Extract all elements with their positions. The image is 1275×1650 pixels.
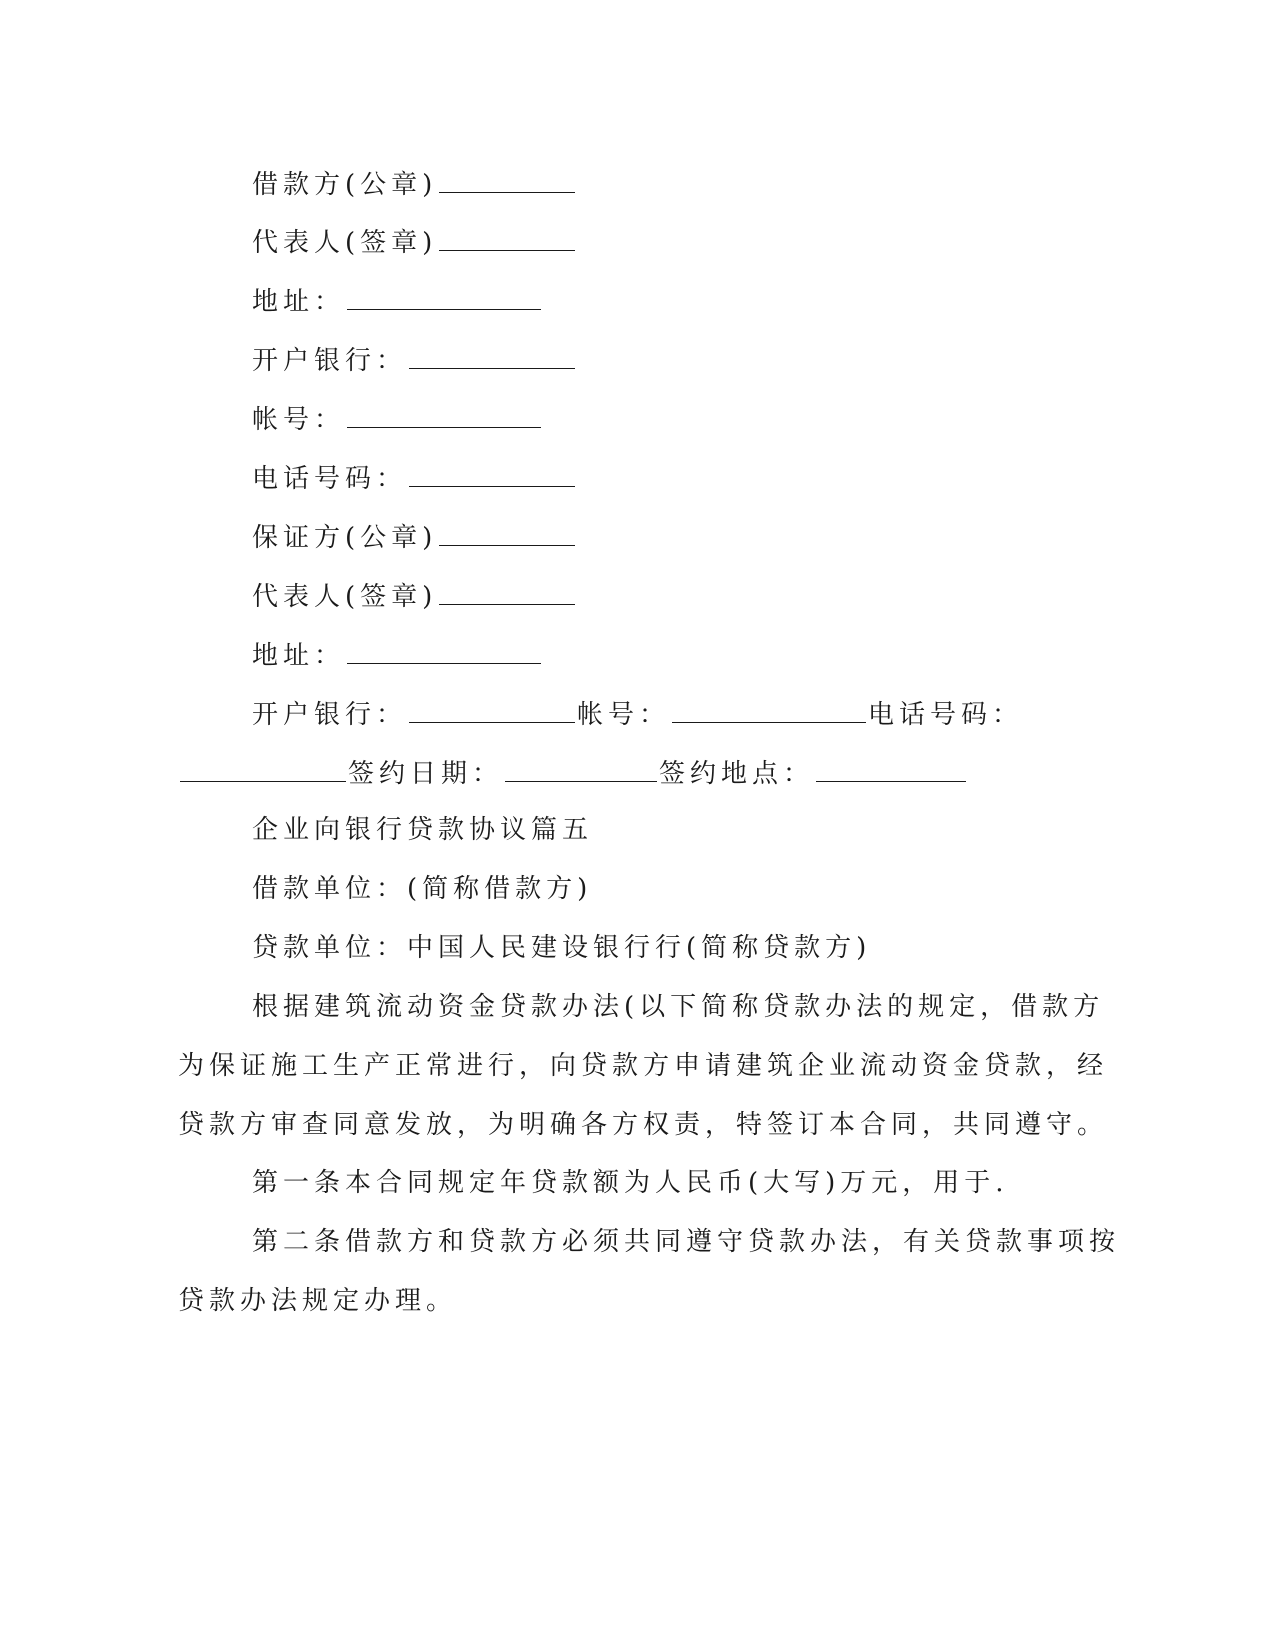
borrower-phone-label: 电话号码： xyxy=(252,464,408,494)
article-2-line: 第二条借款方和贷款方必须共同遵守贷款办法，有关贷款事项按 xyxy=(252,1227,1121,1257)
borrower-seal-label: 借款方(公章) xyxy=(252,170,438,200)
article-2-line: 贷款办法规定办理。 xyxy=(178,1286,458,1316)
blank-field xyxy=(439,578,575,605)
signing-info-line xyxy=(178,755,968,791)
blank-field xyxy=(439,519,575,546)
sign-place-label: 签约地点： xyxy=(659,759,815,789)
paragraph-line: 贷款方审查同意发放，为明确各方权责，特签订本合同，共同遵守。 xyxy=(178,1110,1109,1140)
borrower-rep-line xyxy=(252,224,577,260)
blank-field xyxy=(672,696,866,723)
blank-field xyxy=(439,224,575,251)
borrower-bank-label: 开户银行： xyxy=(252,346,408,376)
sign-date-label: 签约日期： xyxy=(348,759,504,789)
borrower-phone-line xyxy=(252,460,577,496)
guarantor-seal-label: 保证方(公章) xyxy=(252,523,438,553)
blank-field xyxy=(409,696,575,723)
paragraph-line: 根据建筑流动资金贷款办法(以下简称贷款办法的规定，借款方 xyxy=(252,992,1105,1022)
guarantor-account-label: 帐号： xyxy=(577,700,671,730)
blank-field xyxy=(439,166,575,193)
blank-field xyxy=(505,755,657,782)
blank-field xyxy=(816,755,966,782)
borrower-address-line xyxy=(252,283,543,319)
guarantor-bank-account-line xyxy=(252,696,1023,732)
borrower-account-label: 帐号： xyxy=(252,405,346,435)
borrower-seal-line xyxy=(252,166,577,202)
article-1: 第一条本合同规定年贷款额为人民币(大写)万元，用于. xyxy=(252,1168,1009,1198)
borrower-rep-label: 代表人(签章) xyxy=(252,228,438,258)
borrower-account-line xyxy=(252,401,543,437)
borrower-bank-line xyxy=(252,342,577,378)
blank-field xyxy=(180,755,346,782)
guarantor-bank-label: 开户银行： xyxy=(252,700,408,730)
borrower-unit: 借款单位：(简称借款方) xyxy=(252,874,593,904)
blank-field xyxy=(347,401,541,428)
blank-field xyxy=(409,460,575,487)
guarantor-rep-label: 代表人(签章) xyxy=(252,582,438,612)
borrower-address-label: 地址： xyxy=(252,287,346,317)
guarantor-phone-label: 电话号码： xyxy=(868,700,1024,730)
guarantor-seal-line xyxy=(252,519,577,555)
guarantor-rep-line xyxy=(252,578,577,614)
guarantor-address-line xyxy=(252,637,543,673)
blank-field xyxy=(347,637,541,664)
lender-unit: 贷款单位：中国人民建设银行行(简称贷款方) xyxy=(252,933,872,963)
section-heading: 企业向银行贷款协议篇五 xyxy=(252,815,594,845)
blank-field xyxy=(409,342,575,369)
guarantor-address-label: 地址： xyxy=(252,641,346,671)
blank-field xyxy=(347,283,541,310)
paragraph-line: 为保证施工生产正常进行，向贷款方申请建筑企业流动资金贷款，经 xyxy=(178,1051,1109,1081)
